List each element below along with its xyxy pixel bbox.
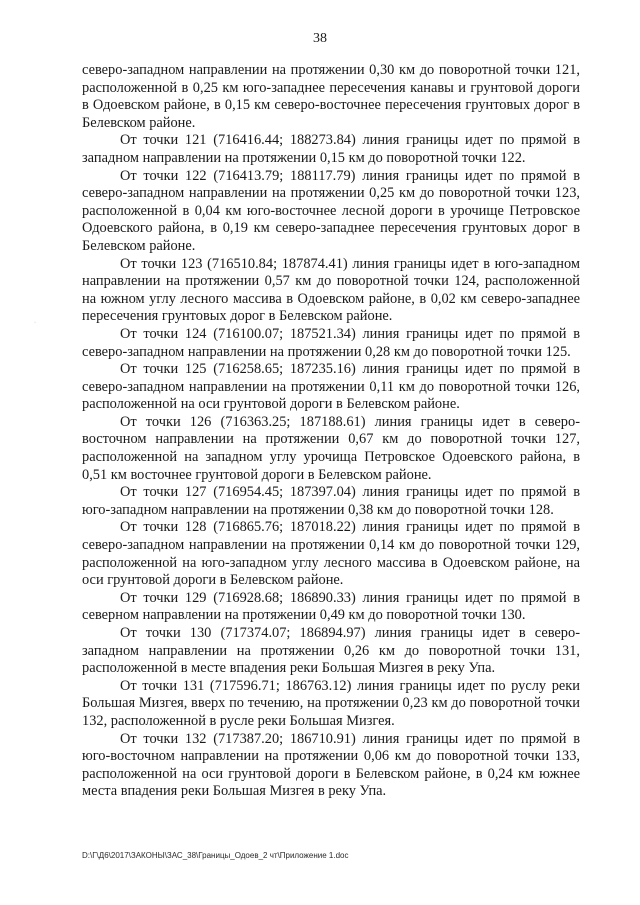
paragraph: От точки 127 (716954.45; 187397.04) линия границы идет по прямой в юго-западном направлении на протяжении 0,38 км до поворотной точки 128.	[82, 484, 580, 518]
paragraph: северо-западном направлении на протяжении 0,30 км до поворотной точки 121, расположенной в 0,25 км юго-западнее пересечения канавы и грунтовой дороги в Одоевском районе, в 0,15 км северо-восточнее пересечения грунтовых дорог в Белевском районе.	[82, 62, 580, 131]
paragraph: От точки 123 (716510.84; 187874.41) линия границы идет в юго-западном направлении на протяжении 0,57 км до поворотной точки 124, расположенной на южном углу лесного массива в Одоевском районе, в 0,02 км северо-западнее пересечения грунтовых дорог в Белевском районе.	[82, 255, 580, 325]
paragraph: От точки 121 (716416.44; 188273.84) линия границы идет по прямой в западном направлении на протяжении 0,15 км до поворотной точки 122.	[82, 132, 580, 166]
document-body	[82, 62, 580, 801]
paragraph: От точки 130 (717374.07; 186894.97) линия границы идет в северо-западном направлении на протяжении 0,26 км до поворотной точки 131, расположенной в месте впадения реки Большая Мизгея в реку Упа.	[82, 625, 580, 677]
paragraph: От точки 122 (716413.79; 188117.79) линия границы идет по прямой в северо-западном направлении на протяжении 0,25 км до поворотной точки 123, расположенной в 0,04 км юго-восточнее лесной дороги в урочище Петровское Одоевского района, в 0,19 км северо-западнее пересечения грунтовых дорог в Белевском районе.	[82, 167, 580, 254]
paragraph: От точки 132 (717387.20; 186710.91) линия границы идет по прямой в юго-восточном направлении на протяжении 0,06 км до поворотной точки 133, расположенной на оси грунтовой дороги в Белевском районе, в 0,24 км южнее места впадения реки Большая Мизгея в реку Упа.	[82, 730, 580, 800]
paragraph: От точки 129 (716928.68; 186890.33) линия границы идет по прямой в северном направлении на протяжении 0,49 км до поворотной точки 130.	[82, 589, 580, 624]
paragraph: От точки 124 (716100.07; 187521.34) линия границы идет по прямой в северо-западном направлении на протяжении 0,28 км до поворотной точки 125.	[82, 325, 580, 360]
paragraph: От точки 131 (717596.71; 186763.12) линия границы идет по руслу реки Большая Мизгея, вверх по течению, на протяжении 0,23 км до поворотной точки 132, расположенной в русле реки Большая Мизгея.	[82, 677, 580, 729]
paragraph: От точки 125 (716258.65; 187235.16) линия границы идет по прямой в северо-западном направлении на протяжении 0,11 км до поворотной точки 126, расположенной на оси грунтовой дороги в Белевском районе.	[82, 361, 580, 413]
paragraph: От точки 128 (716865.76; 187018.22) линия границы идет по прямой в северо-западном направлении на протяжении 0,14 км до поворотной точки 129, расположенной на юго-западном углу лесного массива в Одоевском районе, на оси грунтовой дороги в Белевском районе.	[82, 519, 580, 589]
footer-file-path: D:\Г\Д6\2017\ЗАКОНЫ\ЗАС_38\Границы_Одоев_2 чт\Приложение 1.doc	[82, 851, 349, 860]
margin-mark: ·	[34, 320, 36, 326]
paragraph: От точки 126 (716363.25; 187188.61) линия границы идет в северо-восточном направлении на протяжении 0,67 км до поворотной точки 127, расположенной на западном углу урочища Петровское Одоевского района, в 0,51 км восточнее грунтовой дороги в Белевском районе.	[82, 413, 580, 483]
page-number: 38	[313, 31, 327, 46]
